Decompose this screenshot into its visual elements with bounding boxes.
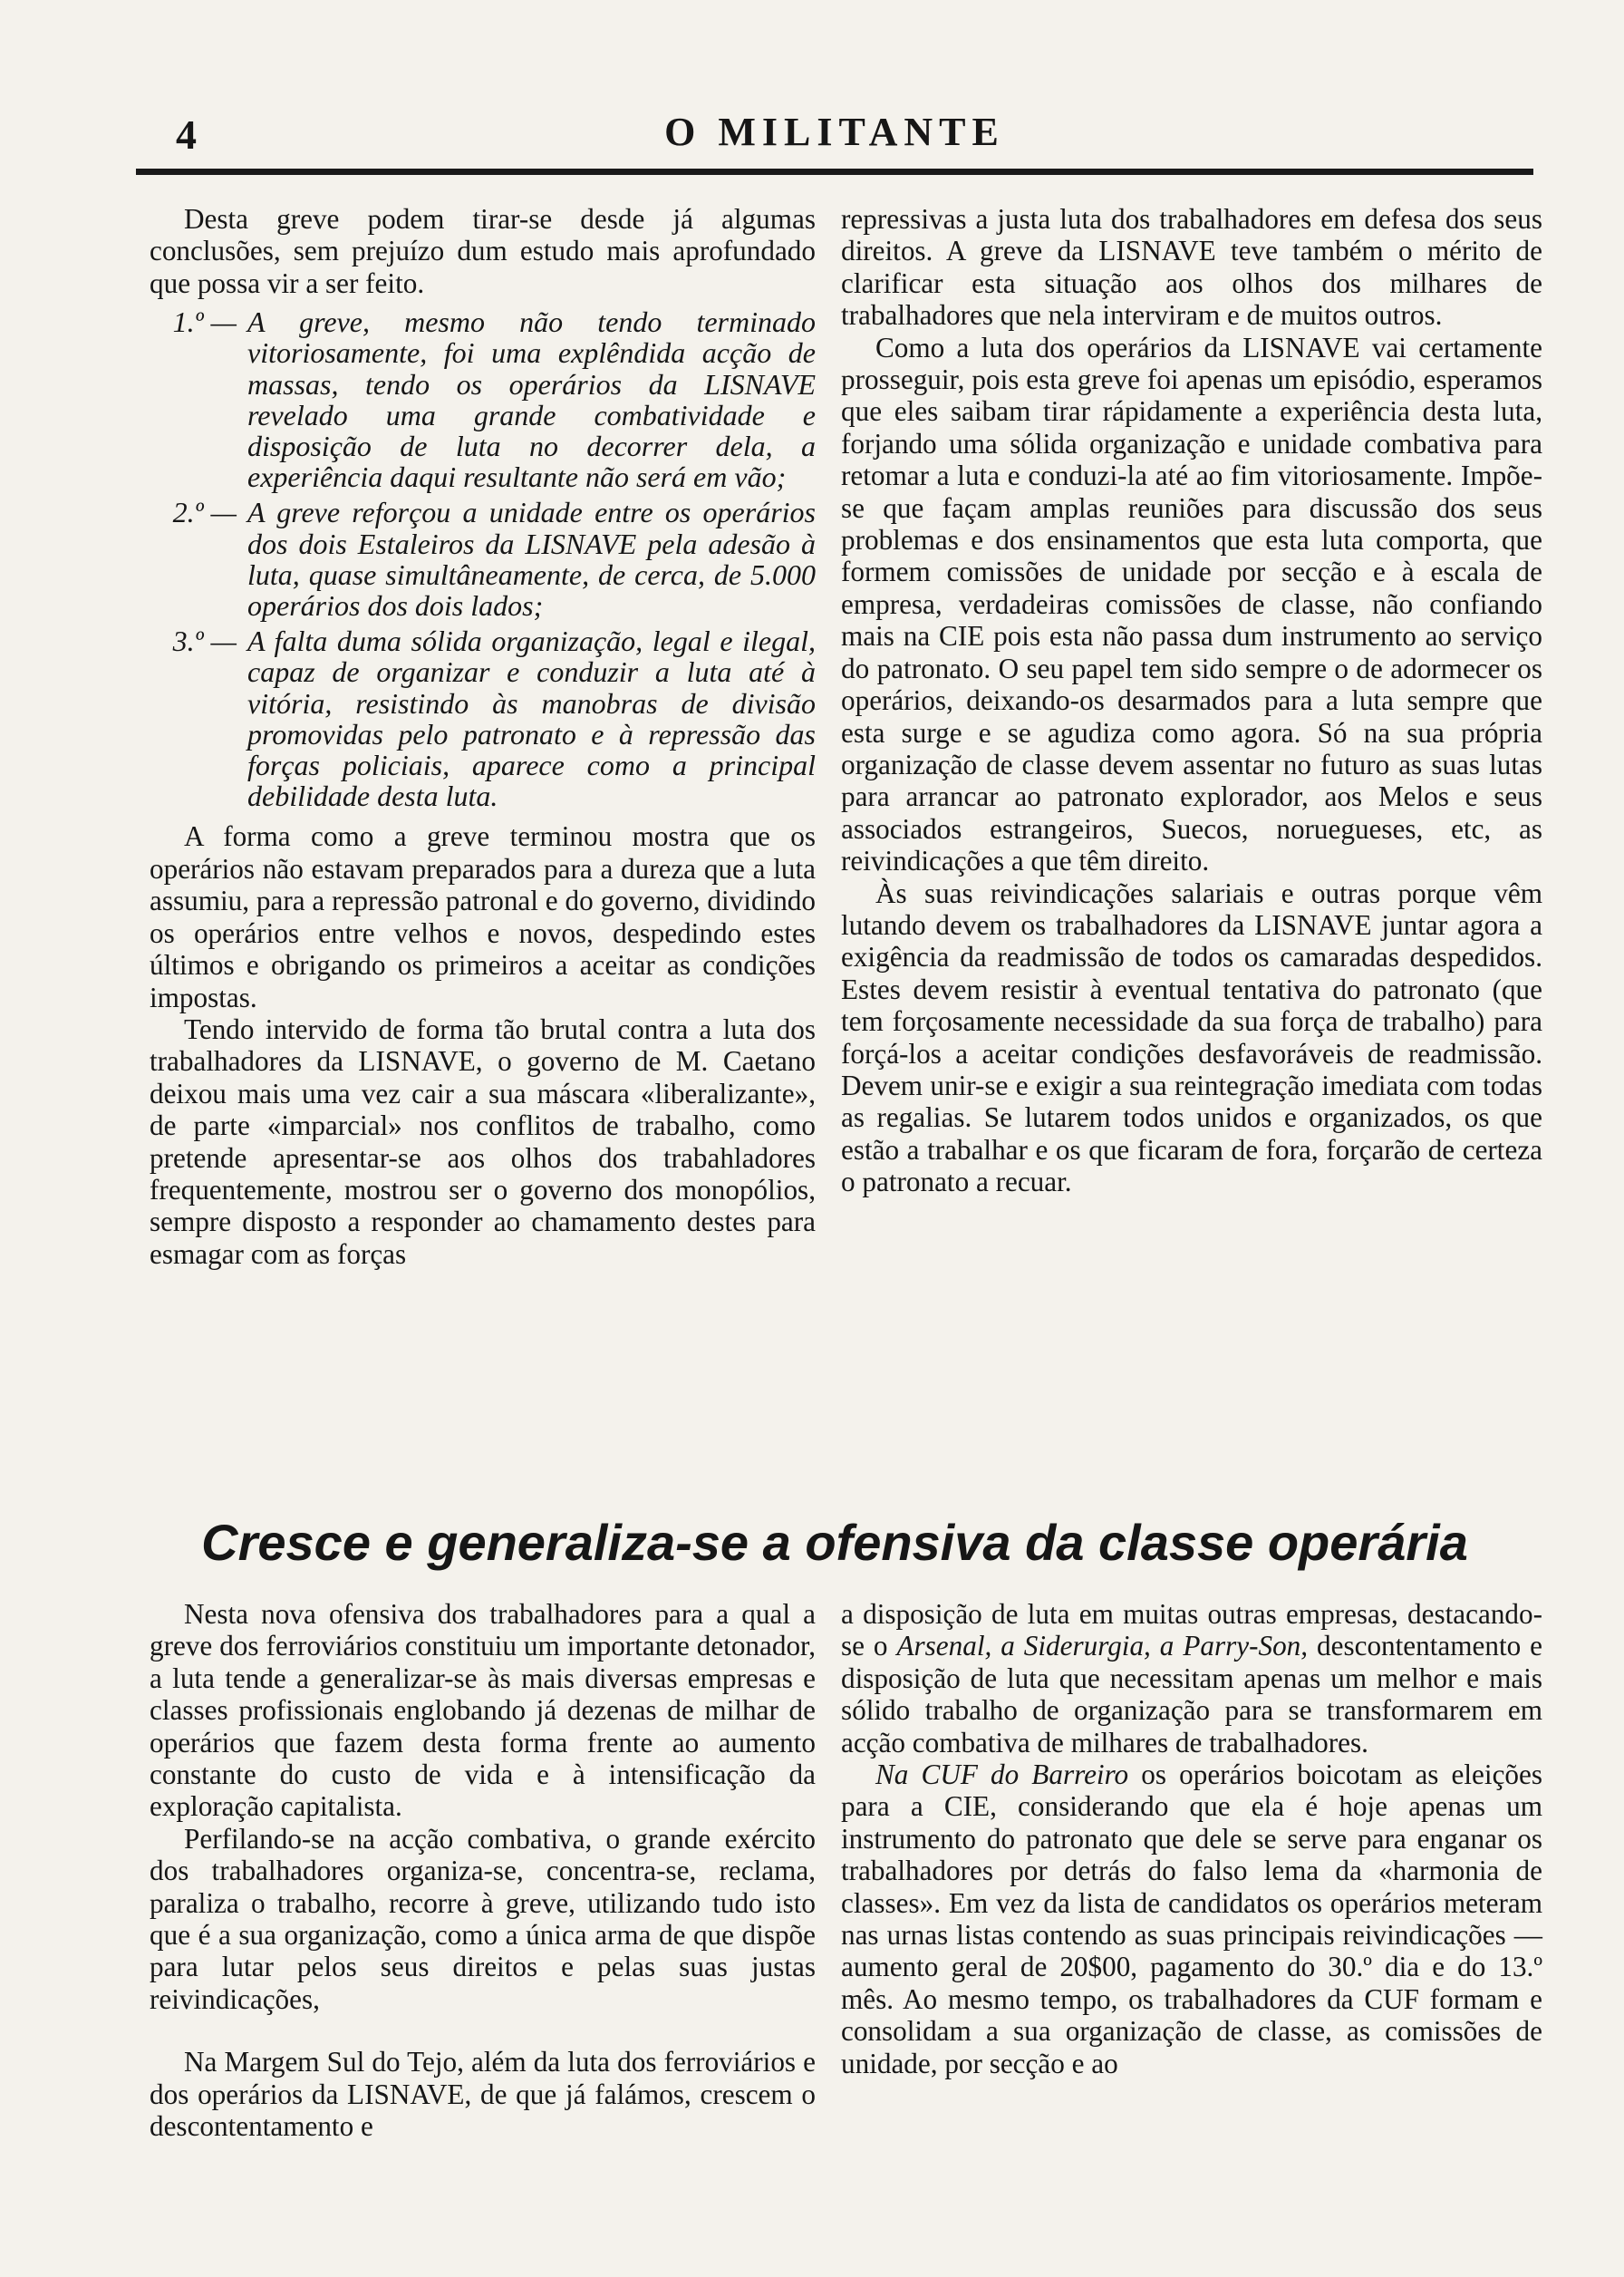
paragraph-perfilando: Perfilando-se na acção combativa, o grande exército dos trabalhadores organiza-se, concentra-se, reclama, paraliza o trabalho, recorre à greve, utilizando tudo isto que é a sua organização, como a única arma de que dispõe para lutar pelos seus direitos e pelas suas justas reivindicações, — [150, 1822, 816, 2015]
paragraph-forma: A forma como a greve terminou mostra que os operários não estavam preparados para a dureza que a luta assumiu, para a repressão patronal e do governo, dividindo os operários entre velhos e novos, despedindo estes últimos e obrigando os primeiros a aceitar as condições impostas. — [150, 820, 816, 1013]
conclusions-list — [150, 306, 816, 811]
article2-right-column — [841, 1598, 1542, 2079]
conclusion-text: A greve reforçou a unidade entre os operários dos dois Estaleiros da LISNAVE pela adesão à luta, quase simultâneamente, de cerca, de 5.000 operários dos dois lados; — [247, 496, 816, 623]
conclusion-text: A greve, mesmo não tendo terminado vitoriosamente, foi uma explêndida acção de massas, tendo os operários da LISNAVE revelado uma grande combatividade e disposição de luta no decorrer dela, a experiência daqui resultante não será em vão; — [247, 305, 816, 494]
paragraph-como: Como a luta dos operários da LISNAVE vai certamente prosseguir, pois esta greve foi apenas um episódio, esperamos que eles saibam tirar rápidamente a experiência desta luta, forjando uma sólida organização e unidade combativa para retomar a luta e conduzi-la até ao fim vitoriosamente. Impõe-se que façam amplas reuniões para discussão dos seus problemas e dos ensinamentos que esta luta comporta, que formem comissões de unidade por secção e à escala de empresa, verdadeiras comissões de classe, não confiando mais na CIE pois esta não passa dum instrumento ao serviço do patronato. O seu papel tem sido sempre o de adormecer os operários, deixando-os desarmados para a luta sempre que esta surge e se agudiza como agora. Só na sua própria organização de classe devem assentar no futuro as suas lutas para arrancar ao patronato explorador, aos Melos e seus associados estrangeiros, Suecos, noruegueses, etc, as reivindicações a que têm direito. — [841, 331, 1542, 877]
cuf-place-name: Na CUF do Barreiro — [875, 1759, 1129, 1791]
paragraph-gap — [150, 2015, 816, 2046]
conclusion-text: A falta duma sólida organização, legal e ilegal, capaz de organizar e conduzir a luta até à vitória, resistindo às manobras de divisão promovidas pelo patronato e à repressão das forças policiais, aparece como a principal debilidade desta luta. — [247, 625, 816, 813]
page-header — [136, 107, 1533, 175]
paragraph-repressivas: repressivas a justa luta dos trabalhadores em defesa dos seus direitos. A greve da LISNAVE teve também o mérito de clarificar esta situação aos olhos dos milhares de trabalhadores que nela interviram e de muitos outros. — [841, 203, 1542, 332]
paragraph-nesta: Nesta nova ofensiva dos trabalhadores para a qual a greve dos ferroviários constituiu um importante detonador, a luta tende a generalizar-se às mais diversas empresas e classes profissionais englobando já dezenas de milhar de operários que fazem desta forma frente ao aumento constante do custo de vida e à intensificação da exploração capitalista. — [150, 1598, 816, 1823]
conclusion-number: 3.º — — [172, 625, 237, 658]
paragraph-margem-sul: Na Margem Sul do Tejo, além da luta dos ferroviários e dos operários da LISNAVE, de que já falámos, crescem o descontentamento e — [150, 2046, 816, 2143]
paragraph-tendo: Tendo intervido de forma tão brutal contra a luta dos trabalhadores da LISNAVE, o governo de M. Caetano deixou mais uma vez cair a sua máscara «liberalizante», de parte «imparcial» nos conflitos de trabalho, como pretende apresentar-se aos olhos dos trabahladores frequentemente, mostrou ser o governo dos monopólios, sempre disposto a responder ao chamamento destes para esmagar com as forças — [150, 1013, 816, 1270]
paragraph-as-suas: Às suas reivindicações salariais e outras porque vêm lutando devem os trabalhadores da LISNAVE juntar agora a exigência da readmissão de todos os camaradas despedidos. Estes devem resistir à eventual tentativa do patronato (que tem forçosamente necessidade da sua força de trabalho) para forçá-los a aceitar condições desfavoráveis de readmissão. Devem unir-se e exigir a sua reintegração imediata com todas as regalias. Se lutarem todos unidos e organizados, os que estão a trabalhar e os que ficaram de fora, forçarão de certeza o patronato a recuar. — [841, 877, 1542, 1198]
conclusion-item — [150, 625, 816, 811]
conclusion-number: 1.º — — [172, 305, 237, 339]
disposicao-text-b: descontentamento e disposição de luta que necessitam apenas um melhor e mais sólido trabalho de organização para se transformarem em acção combativa de milhares de trabalhadores. — [841, 1630, 1542, 1759]
conclusion-item — [150, 306, 816, 492]
conclusion-item — [150, 497, 816, 621]
paragraph-cuf — [841, 1759, 1542, 2079]
conclusion-number: 2.º — — [172, 496, 237, 529]
article2-left-column — [150, 1598, 816, 2143]
paragraph-disposicao — [841, 1598, 1542, 1759]
article1-left-column — [150, 203, 816, 1270]
intro-paragraph: Desta greve podem tirar-se desde já algumas conclusões, sem prejuízo dum estudo mais aprofundado que possa vir a ser feito. — [150, 203, 816, 299]
companies-list: Arsenal, a Siderurgia, a Parry-Son, — [896, 1630, 1309, 1662]
cuf-text: os operários boicotam as eleições para a CIE, considerando que ela é hoje apenas um instrumento do patronato que dele se serve para enganar os trabalhadores por detrás do falso lema da «harmonia de classes». Em vez da lista de candidatos os operários meteram nas urnas listas contendo as suas principais reivindicações — aumento geral de 20$00, pagamento do 30.º dia e do 13.º mês. Ao mesmo tempo, os trabalhadores da CUF formam e consolidam a sua organização de classe, as comissões de unidade, por secção e ao — [841, 1759, 1542, 2079]
page-number: 4 — [176, 111, 197, 158]
publication-title: O MILITANTE — [664, 110, 1005, 154]
article1-right-column — [841, 203, 1542, 1198]
article-headline: Cresce e generaliza-se a ofensiva da classe operária — [201, 1514, 1468, 1571]
disposicao-text-a: a disposição de luta em muitas outras empresas, destacando-se o — [841, 1598, 1542, 1662]
